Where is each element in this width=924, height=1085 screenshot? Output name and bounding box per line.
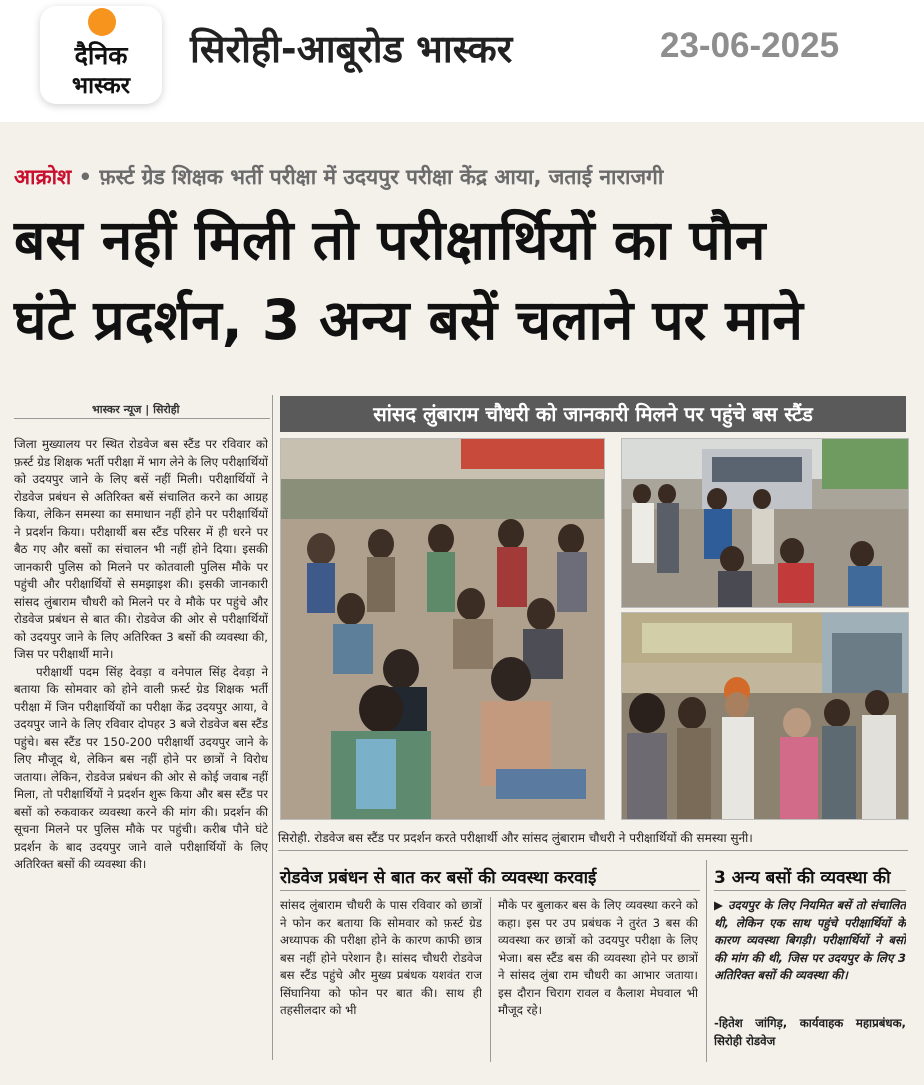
edition-date: 23-06-2025 [660,26,840,65]
photo-bus-stand-crowd-illustration [622,439,908,607]
sidebar-signature-text: -हितेश जांगिड़, कार्यवाहक महाप्रबंधक, सिरोही रोडवेज [714,1016,906,1048]
byline: भास्कर न्यूज | सिरोही [92,403,180,416]
sun-logo-icon [88,8,116,36]
caption-rule [278,850,908,851]
photo-caption: सिरोही. रोडवेज बस स्टैंड पर प्रदर्शन करते परीक्षार्थी और सांसद लुंबाराम चौधरी ने परीक्षार्थियों की समस्या सुनी। [278,831,753,845]
byline-rule [14,418,270,419]
sub1-paragraph-2: मौके पर बुलाकर बस के लिए व्यवस्था करने को कहा। इस पर उप प्रबंधक ने तुरंत 3 बस की व्यवस्था कर छात्रों को उदयपुर परीक्षा के लिए भेजा। बस स्टैंड बस की व्यवस्था होने पर छात्रों ने सांसद लुंबा राम चौधरी का आभार जताया। इस दौरान चिराग रावल व कैलाश मेघवाल भी मौजूद रहे। [498,898,698,1017]
subhead-three-buses: 3 अन्य बसों की व्यवस्था की [714,868,891,888]
logo-text-line2: भास्कर [71,73,131,99]
photo-bus-stand-crowd [621,438,909,608]
subhead-rule [280,890,700,891]
page-header [0,0,924,120]
subhead2-rule [714,890,906,891]
body-paragraph-1: जिला मुख्यालय पर स्थित रोडवेज बस स्टैंड पर रविवार को फ़र्स्ट ग्रेड शिक्षक भर्ती परीक्षा में भाग लेने के लिए परीक्षार्थियों को उदयपुर जाने के लिए बसें नहीं मिली। परीक्षार्थियों ने रोडवेज प्रबंधन से अतिरिक्त बसें संचालित करने का आग्रह किया, लेकिन समस्या का समाधान नहीं होने पर परीक्षार्थियों ने प्रदर्शन किया। परीक्षार्थी बस स्टैंड परिसर में ही धरने पर बैठ गए और बसों का संचालन भी नहीं होने दिया। इसकी जानकारी पुलिस को मिलने पर कोतवाली पुलिस मौके पर पहुंची और परीक्षार्थियों से समझाइश की। इसकी जानकारी सांसद लुंबाराम चौधरी को मिलने पर वे मौके पर पहुंचे और रोडवेज प्रबंधन से बात की। रोडवेज की ओर से परीक्षार्थियों को उदयपुर जाने के लिए अतिरिक्त 3 बसों की व्यवस्था की, जिस पर परीक्षार्थी माने। [14,437,268,661]
photo-students-protest [280,438,605,820]
sidebar-divider [706,860,707,1062]
kicker-text: फ़र्स्ट ग्रेड शिक्षक भर्ती परीक्षा में उदयपुर परीक्षा केंद्र आया, जताई नाराजगी [99,165,664,189]
sub1-divider [490,897,491,1062]
column-divider [272,395,273,1060]
subhead-bus-arrangement: रोडवेज प्रबंधन से बात कर बसों की व्यवस्था करवाई [280,868,597,888]
dainik-bhaskar-logo[interactable] [40,6,162,104]
headline-line-2: घंटे प्रदर्शन, 3 अन्य बसें चलाने पर माने [14,288,803,352]
sidebar-quote-text: ▶ उदयपुर के लिए नियमित बसें तो संचालित थी, लेकिन एक साथ पहुंचे परीक्षार्थियों के कारण व्यवस्था बिगड़ी। परीक्षार्थियों ने बसों की मांग की थी, जिस पर उदयपुर के लिए 3 अतिरिक्त बसों की व्यवस्था की। [714,898,906,982]
headline-line-1: बस नहीं मिली तो परीक्षार्थियों का पौन [14,208,766,272]
kicker-bullet: • [78,165,93,189]
sidebar-signature [714,1015,906,1063]
photo-mp-with-students [621,612,909,820]
body-paragraph-2: परीक्षार्थी पदम सिंह देवड़ा व वनेपाल सिंह देवड़ा ने बताया कि सोमवार को होने वाली फ़र्स्ट ग्रेड शिक्षक भर्ती परीक्षा में जिन परीक्षार्थियों का परीक्षा केंद्र उदयपुर आया, वे उदयपुर जाने के लिए रविवार दोपहर 3 बजे रोडवेज बस स्टैंड पहुंचे। बस स्टैंड पर 150-200 परीक्षार्थी उदयपुर जाने के लिए मौजूद थे, लेकिन बस नहीं होने पर छात्रों ने विरोध जताया। लेकिन, रोडवेज प्रबंधन की ओर से कोई जवाब नहीं मिला, तो परीक्षार्थियों ने प्रदर्शन शुरू किया और बस स्टैंड पर बसों को रुकवाकर व्यवस्था करने की मांग की। प्रदर्शन की सूचना मिलने पर पुलिस मौके पर पहुंची। करीब पौने घंटे प्रदर्शन के बाद उदयपुर जाने वाले परीक्षार्थियों के लिए अतिरिक्त बसों की व्यवस्था की। [14,664,268,871]
sub1-paragraph-1: सांसद लुंबाराम चौधरी के पास रविवार को छात्रों ने फोन कर बताया कि सोमवार को फ़र्स्ट ग्रेड अध्यापक की परीक्षा होने के कारण काफी छात्र बस नहीं होने परेशान है। सांसद चौधरी रोडवेज बस स्टैंड पहुंचे और मुख्य प्रबंधक यशवंत राज सिंघानिया को फोन पर बात की। साथ ही तहसीलदार को भी [280,898,482,1017]
kicker-line [14,163,663,191]
sub1-column-1 [280,897,482,1063]
kicker-tag: आक्रोश [14,165,72,189]
photo-mp-with-students-illustration [622,613,908,819]
sidebar-quote [714,897,906,1015]
photo-banner: सांसद लुंबाराम चौधरी को जानकारी मिलने पर पहुंचे बस स्टैंड [280,396,906,432]
edition-title: सिरोही-आबूरोड भास्कर [190,27,513,71]
next-article-strip [0,1070,924,1085]
body-column [14,436,268,1062]
photo-students-protest-illustration [281,439,604,819]
sub1-column-2 [498,897,698,1063]
logo-text-line1: दैनिक [74,41,128,70]
